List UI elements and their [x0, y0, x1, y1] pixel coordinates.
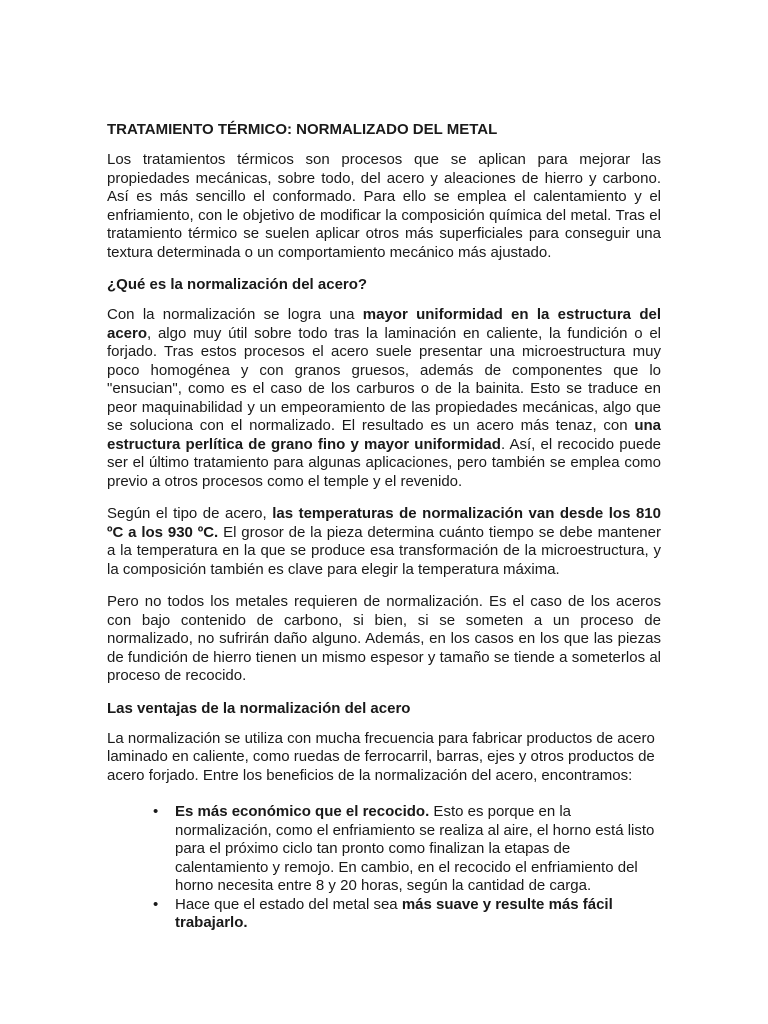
- normalizacion-paragraph-1: [107, 306, 661, 491]
- bullet-icon: •: [153, 895, 159, 913]
- bold-run: las temperaturas de normalización van desde los 810 ºC a los 930 ºC.: [107, 505, 661, 541]
- list-item: [153, 803, 661, 896]
- text-run: Con la normalización se logra una: [107, 306, 363, 323]
- text-run: , algo muy útil sobre todo tras la laminación en caliente, la fundición o el forjado. Tras estos procesos el acero suele presentar una microestructura muy poco homogénea y con granos gruesos, además de componentes que lo "ensucian", como es el caso de los carburos o de la bainita. Esto se traduce en peor maquinabilidad y un empeoramiento de las propiedades mecánicas, algo que se soluciona con el normalizado. El resultado es un acero más tenaz, con: [107, 324, 661, 434]
- text-run: Según el tipo de acero,: [107, 505, 273, 522]
- intro-paragraph: Los tratamientos térmicos son procesos que se aplican para mejorar las propiedades mecánicas, sobre todo, del acero y aleaciones de hierro y carbono. Así es más sencillo el conformado. Para ello se emplea el calentamiento y el enfriamiento, con le objetivo de modificar la composición química del metal. Tras el tratamiento térmico se suelen aplicar otros más superficiales para conseguir una textura determinada o un comportamiento mecánico más ajustado.: [107, 151, 661, 261]
- bold-run: Es más económico que el recocido.: [175, 803, 430, 820]
- document-title: TRATAMIENTO TÉRMICO: NORMALIZADO DEL METAL: [107, 121, 498, 138]
- bold-run: una estructura perlítica de grano fino y mayor uniformidad: [107, 417, 661, 453]
- ventajas-paragraph: La normalización se utiliza con mucha frecuencia para fabricar productos de acero laminado en caliente, como ruedas de ferrocarril, barras, ejes y otros productos de acero forjado. Entre los beneficios de la normalización del acero, encontramos:: [107, 729, 655, 784]
- section-heading-normalizacion: ¿Qué es la normalización del acero?: [107, 276, 368, 293]
- bold-run: mayor uniformidad en la estructura del acero: [107, 306, 661, 342]
- list-item: [153, 895, 661, 933]
- bold-run: más suave y resulte más fácil trabajarlo.: [175, 895, 613, 931]
- section-heading-ventajas: Las ventajas de la normalización del acero: [107, 699, 411, 717]
- normalizacion-paragraph-2: [107, 505, 661, 579]
- text-run: Hace que el estado del metal sea: [175, 895, 402, 913]
- bullet-icon: •: [153, 803, 159, 820]
- ventajas-list: [107, 803, 661, 933]
- text-run: El grosor de la pieza determina cuánto tiempo se debe mantener a la temperatura en la que se produce esa transformación de la microestructura, y la composición también es clave para elegir la temperatura máxima.: [107, 523, 661, 578]
- normalizacion-paragraph-3: Pero no todos los metales requieren de normalización. Es el caso de los aceros con bajo contenido de carbono, si bien, si se someten a un proceso de normalizado, no sufrirán daño alguno. Además, en los casos en los que las piezas de fundición de hierro tienen un mismo espesor y tamaño se tiende a someterlos al proceso de recocido.: [107, 593, 661, 684]
- text-run: . Así, el recocido puede ser el último tratamiento para algunas aplicaciones, pero también se emplea como previo a otros procesos como el temple y el revenido.: [107, 435, 661, 490]
- document-body: [107, 121, 661, 933]
- text-run: Esto es porque en la normalización, como el enfriamiento se realiza al aire, el horno está listo para el próximo ciclo tan pronto como finalizan la etapas de calentamiento y remojo. En cambio, en el recocido el enfriamiento del horno necesita entre 8 y 20 horas, según la cantidad de carga.: [175, 803, 655, 894]
